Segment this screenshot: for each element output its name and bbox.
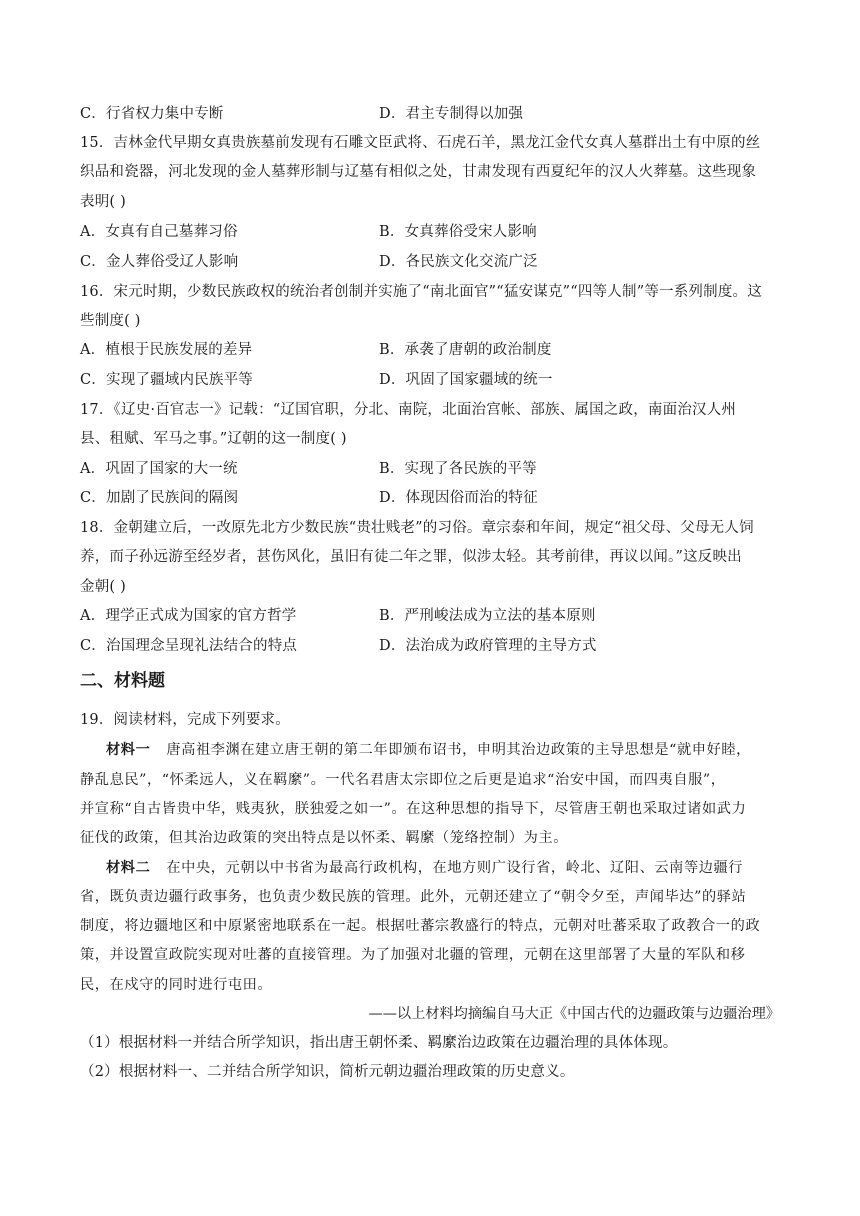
q18-option-c: C．治国理念呈现礼法结合的特点 <box>80 638 298 654</box>
q15-stem-line: 表明( ) <box>80 194 126 210</box>
q19-stem: 19．阅读材料，完成下列要求。 <box>80 712 290 728</box>
q18-option-a: A．理学正式成为国家的官方哲学 <box>80 608 297 624</box>
q15-option-d: D．各民族文化交流广泛 <box>379 254 538 270</box>
material-one-text: 唐高祖李渊在建立唐王朝的第二年即颁布诏书，申明其治边政策的主导思想是“就申好睦， <box>166 742 751 758</box>
q15-stem-line: 15．吉林金代早期女真贵族墓前发现有石雕文臣武将、石虎石羊，黑龙江金代女真人墓群出土有中原的丝 <box>80 135 761 151</box>
q16-option-a: A．植根于民族发展的差异 <box>80 342 253 358</box>
q17-stem-line: 县、租赋、军马之事。”辽朝的这一制度( ) <box>80 431 347 447</box>
q18-stem-line: 养，而子孙远游至经岁者，甚伤风化，虽旧有徒二年之罪，似涉太轻。其考前律，再议以闻。”这反映出 <box>80 549 742 565</box>
q17-stem-line: 17．《辽史·百官志一》记载：“辽国官职，分北、南院，北面治宫帐、部族、属国之政，南面治汉人州 <box>80 402 737 418</box>
material-two-label: 材料二 <box>106 860 151 876</box>
material-two-text: 在中央，元朝以中书省为最高行政机构，在地方则广设行省，岭北、辽阳、云南等边疆行 <box>166 860 744 876</box>
q17-option-c: C．加剧了民族间的隔阂 <box>80 490 239 506</box>
q16-stem-line: 16．宋元时期，少数民族政权的统治者创制并实施了“南北面官”“猛安谋克”“四等人制”等一系列制度。这 <box>80 284 762 300</box>
material-one-line: 静乱息民”，“怀柔远人，义在羁縻”。一代名君唐太宗即位之后更是追求“治安中国，而四夷自服”， <box>80 772 726 788</box>
material-source: ——以上材料均摘编自马大正《中国古代的边疆政策与边疆治理》 <box>368 1006 780 1022</box>
q17-option-b: B．实现了各民族的平等 <box>379 461 537 477</box>
material-one-label: 材料一 <box>106 742 151 758</box>
section-heading: 二、材料题 <box>80 671 165 691</box>
q18-stem-line: 18．金朝建立后，一改原先北方少数民族“贵壮贱老”的习俗。章宗泰和年间，规定“祖父母、父母无人饲 <box>80 520 754 536</box>
material-one-line <box>106 740 751 760</box>
q18-stem-line: 金朝( ) <box>80 579 126 595</box>
q15-stem-line: 织品和瓷器，河北发现的金人墓葬形制与辽墓有相似之处，甘肃发现有西夏纪年的汉人火葬墓。这些现象 <box>80 164 757 180</box>
material-two-line <box>106 858 743 878</box>
material-one-line: 征伐的政策，但其治边政策的突出特点是以怀柔、羁縻（笼络控制）为主。 <box>80 830 568 846</box>
q19-subquestion-2: （2）根据材料一、二并结合所学知识，简析元朝边疆治理政策的历史意义。 <box>80 1064 575 1080</box>
material-two-line: 策，并设置宣政院实现对吐蕃的直接管理。为了加强对北疆的管理，元朝在这里部署了大量的军队和移 <box>80 947 746 963</box>
q16-option-d: D．巩固了国家疆域的统一 <box>379 372 553 388</box>
q18-option-d: D．法治成为政府管理的主导方式 <box>379 638 597 654</box>
q18-option-b: B．严刑峻法成为立法的基本原则 <box>379 608 596 624</box>
q14-option-d: D．君主专制得以加强 <box>379 106 524 122</box>
q19-subquestion-1: （1）根据材料一并结合所学知识，指出唐王朝怀柔、羁縻治边政策在边疆治理的具体体现。 <box>80 1035 678 1051</box>
q15-option-c: C．金人葬俗受辽人影响 <box>80 254 239 270</box>
q17-option-d: D．体现因俗而治的特征 <box>379 490 538 506</box>
q17-option-a: A．巩固了国家的大一统 <box>80 461 238 477</box>
q16-option-c: C．实现了疆域内民族平等 <box>80 372 253 388</box>
material-two-line: 民，在戍守的同时进行屯田。 <box>80 977 273 993</box>
q16-option-b: B．承袭了唐朝的政治制度 <box>379 342 552 358</box>
q15-option-a: A．女真有自己墓葬习俗 <box>80 224 238 240</box>
material-two-line: 省，既负责边疆行政事务，也负责少数民族的管理。此外，元朝还建立了“朝令夕至，声闻毕达”的驿站 <box>80 889 747 905</box>
q14-option-c: C．行省权力集中专断 <box>80 106 224 122</box>
q16-stem-line: 些制度( ) <box>80 313 141 329</box>
q15-option-b: B．女真葬俗受宋人影响 <box>379 224 537 240</box>
material-two-line: 制度，将边疆地区和中原紧密地联系在一起。根据吐蕃宗教盛行的特点，元朝对吐蕃采取了政教合一的政 <box>80 918 761 934</box>
material-one-line: 并宣称“自古皆贵中华，贱夷狄，朕独爱之如一”。在这种思想的指导下，尽管唐王朝也采取过诸如武力 <box>80 801 747 817</box>
